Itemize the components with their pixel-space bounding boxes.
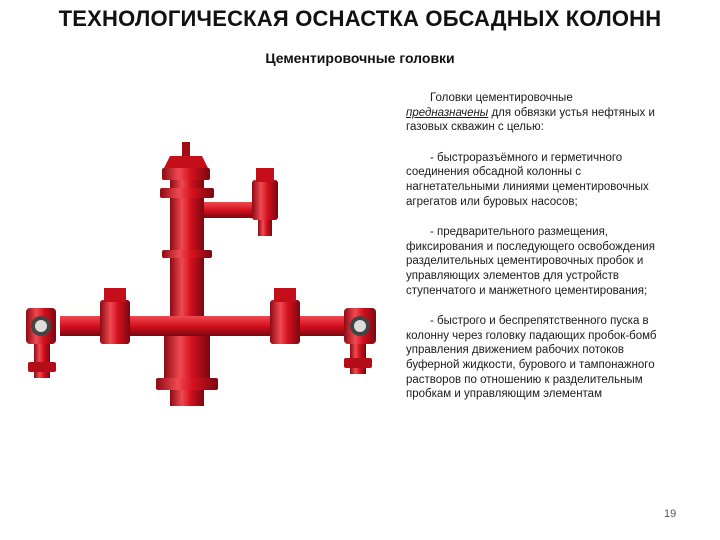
intro-emphasis: предназначены [406, 106, 489, 119]
intro-part1: Головки цементировочные [430, 92, 573, 104]
main-column [156, 142, 218, 406]
left-outlet [26, 308, 56, 378]
list-item: - быстроразъёмного и герметичного соединения обсадной колонны с нагнетательными линиями цементировочных агрегатов или буровых насосов; [406, 151, 649, 208]
page-number: 19 [664, 508, 677, 520]
right-outlet [344, 308, 376, 374]
intro-part2: для обвязки устья нефтяных и газовых скважин с целью: [406, 106, 655, 134]
list-item: - быстрого и беспрепятственного пуска в колонну через головку падающих пробок-бомб управления движением рабочих потоков буферной жидкости, бурового и тампонажного растворов по отношению к разделительным пробкам и управляющим элементам [406, 315, 657, 401]
intro-paragraph [406, 91, 676, 135]
upper-branch [204, 168, 278, 236]
list-item: - предварительного размещения, фиксирования и последующего освобождения разделительных цементировочных пробок и управляющих элементов для устройств ступенчатого и манжетного цементирования; [406, 226, 655, 297]
manifold [60, 288, 360, 344]
slide-subtitle: Цементировочные головки [265, 50, 455, 66]
slide-title: ТЕХНОЛОГИЧЕСКАЯ ОСНАСТКА ОБСАДНЫХ КОЛОНН [58, 6, 662, 31]
description-text [406, 91, 676, 418]
cementing-head-image [20, 140, 390, 410]
